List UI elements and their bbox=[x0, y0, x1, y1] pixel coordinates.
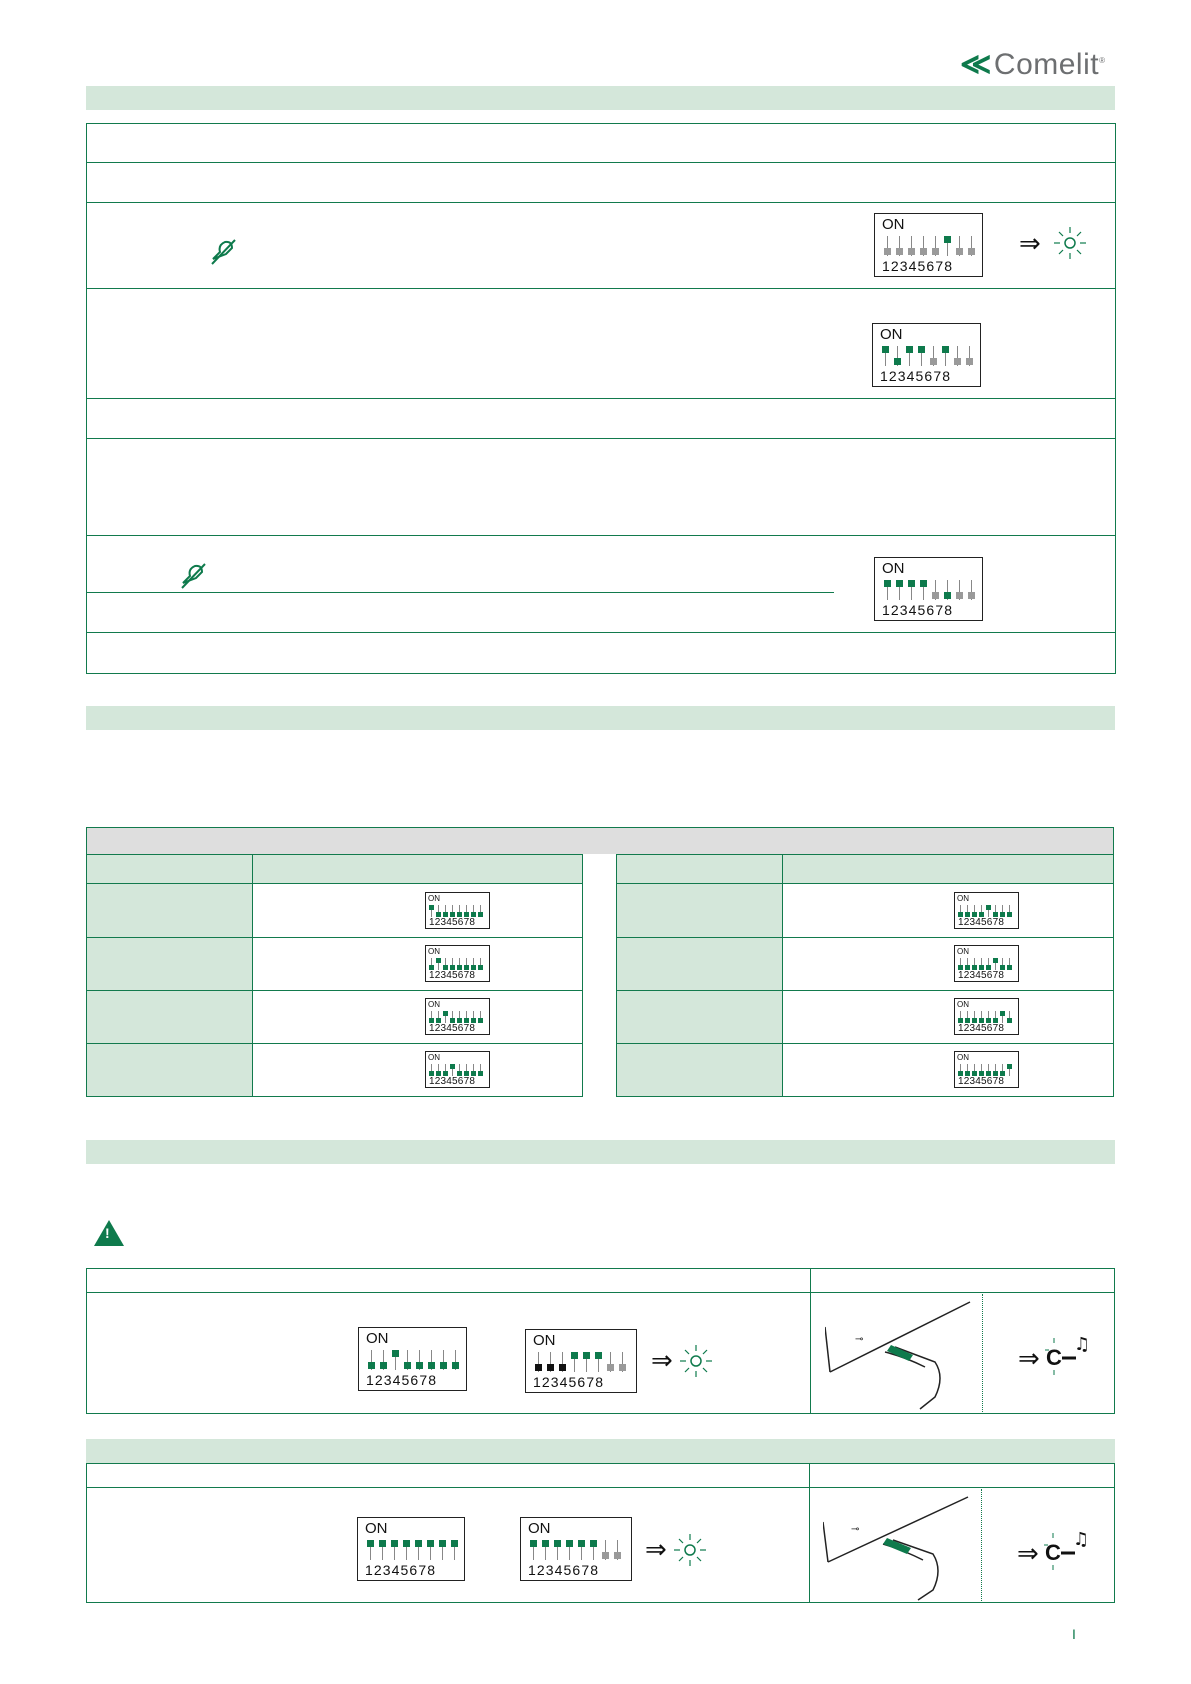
table-header-cell bbox=[617, 855, 782, 883]
dip-on-label: ON bbox=[882, 560, 905, 577]
section-bar-4 bbox=[86, 1439, 1115, 1463]
mute-icon bbox=[178, 561, 208, 591]
arrow-icon: ⇒ bbox=[651, 1345, 673, 1375]
dip-on-label: ON bbox=[428, 1053, 440, 1062]
dip-on-label: ON bbox=[957, 894, 969, 903]
brand-name: Comelit bbox=[993, 48, 1100, 81]
svg-text:♫: ♫ bbox=[1073, 1529, 1090, 1550]
dip-numbers: 12345678 bbox=[366, 1372, 438, 1388]
dip-numbers: 12345678 bbox=[429, 1023, 476, 1034]
dip-switch bbox=[525, 1329, 637, 1393]
dip-numbers: 12345678 bbox=[429, 970, 476, 981]
arrow-icon: ⇒ bbox=[1018, 1343, 1040, 1373]
dip-switch-small bbox=[954, 945, 1019, 982]
dip-numbers: 12345678 bbox=[882, 258, 954, 274]
keypad-press-illustration bbox=[823, 1492, 973, 1602]
dip-switch-small bbox=[954, 998, 1019, 1035]
row-divider bbox=[86, 398, 1116, 399]
dip-on-label: ON bbox=[882, 216, 905, 233]
svg-text:⊸: ⊸ bbox=[855, 1334, 864, 1345]
dip-on-label: ON bbox=[428, 947, 440, 956]
dip-on-label: ON bbox=[880, 326, 903, 343]
warning-symbol: ! bbox=[105, 1225, 110, 1241]
dip-switch-small bbox=[425, 945, 490, 982]
dip-numbers: 12345678 bbox=[365, 1562, 437, 1578]
dip-switch bbox=[874, 557, 983, 621]
arrow-icon: ⇒ bbox=[1017, 1538, 1039, 1568]
section-bar-3 bbox=[86, 1140, 1115, 1164]
row-divider bbox=[86, 592, 834, 593]
arrow-icon: ⇒ bbox=[645, 1534, 667, 1564]
dip-switch bbox=[520, 1517, 632, 1581]
key-chime-icon bbox=[1041, 1525, 1091, 1575]
registered-mark: ® bbox=[1099, 56, 1106, 65]
page-number: I bbox=[1072, 1626, 1076, 1642]
keypad-press-illustration bbox=[825, 1297, 975, 1412]
row-divider bbox=[86, 535, 1116, 536]
dip-switch bbox=[357, 1517, 465, 1581]
dip-numbers: 12345678 bbox=[882, 602, 954, 618]
dip-switch-small bbox=[425, 998, 490, 1035]
table-header-cell bbox=[253, 855, 582, 883]
svg-text:♫: ♫ bbox=[1074, 1334, 1091, 1355]
table-header-cell bbox=[87, 855, 252, 883]
dip-switch bbox=[872, 323, 981, 387]
section-bar-1 bbox=[86, 86, 1115, 110]
dip-numbers: 12345678 bbox=[528, 1562, 600, 1578]
dip-numbers: 12345678 bbox=[958, 917, 1005, 928]
dip-on-label: ON bbox=[365, 1520, 388, 1537]
dip-on-label: ON bbox=[428, 1000, 440, 1009]
section-bar-2 bbox=[86, 706, 1115, 730]
dip-switch-small bbox=[954, 892, 1019, 929]
dip-numbers: 12345678 bbox=[880, 368, 952, 384]
dip-switch bbox=[874, 213, 983, 277]
comelit-logo bbox=[960, 47, 1106, 82]
arrow-icon: ⇒ bbox=[1019, 228, 1041, 258]
dip-on-label: ON bbox=[957, 1000, 969, 1009]
dip-numbers: 12345678 bbox=[429, 1076, 476, 1087]
row-divider bbox=[86, 288, 1116, 289]
svg-text:C: C bbox=[1046, 1345, 1062, 1370]
dip-on-label: ON bbox=[957, 947, 969, 956]
key-chime-icon bbox=[1042, 1330, 1092, 1380]
dip-on-label: ON bbox=[366, 1330, 389, 1347]
dip-on-label: ON bbox=[428, 894, 440, 903]
table-header-cell bbox=[783, 855, 1113, 883]
comelit-mark-icon: ≪ bbox=[960, 48, 992, 81]
row-divider bbox=[86, 632, 1116, 633]
dip-numbers: 12345678 bbox=[429, 917, 476, 928]
mute-icon bbox=[208, 237, 238, 267]
dip-numbers: 12345678 bbox=[958, 1023, 1005, 1034]
dip-numbers: 12345678 bbox=[533, 1374, 605, 1390]
row-divider bbox=[86, 162, 1116, 163]
dip-on-label: ON bbox=[957, 1053, 969, 1062]
flashing-led-icon bbox=[1052, 225, 1088, 261]
dip-switch bbox=[358, 1327, 467, 1391]
address-table-header bbox=[86, 827, 1114, 854]
dip-numbers: 12345678 bbox=[958, 970, 1005, 981]
row-divider bbox=[86, 438, 1116, 439]
dip-switch-small bbox=[425, 1051, 490, 1088]
dip-numbers: 12345678 bbox=[958, 1076, 1005, 1087]
dip-on-label: ON bbox=[528, 1520, 551, 1537]
row-divider bbox=[86, 202, 1116, 203]
dip-switch-small bbox=[954, 1051, 1019, 1088]
dip-switch-small bbox=[425, 892, 490, 929]
dip-on-label: ON bbox=[533, 1332, 556, 1349]
flashing-led-icon bbox=[678, 1343, 714, 1379]
flashing-led-icon bbox=[672, 1532, 708, 1568]
svg-text:⊸: ⊸ bbox=[851, 1524, 860, 1535]
svg-text:C: C bbox=[1045, 1540, 1061, 1565]
